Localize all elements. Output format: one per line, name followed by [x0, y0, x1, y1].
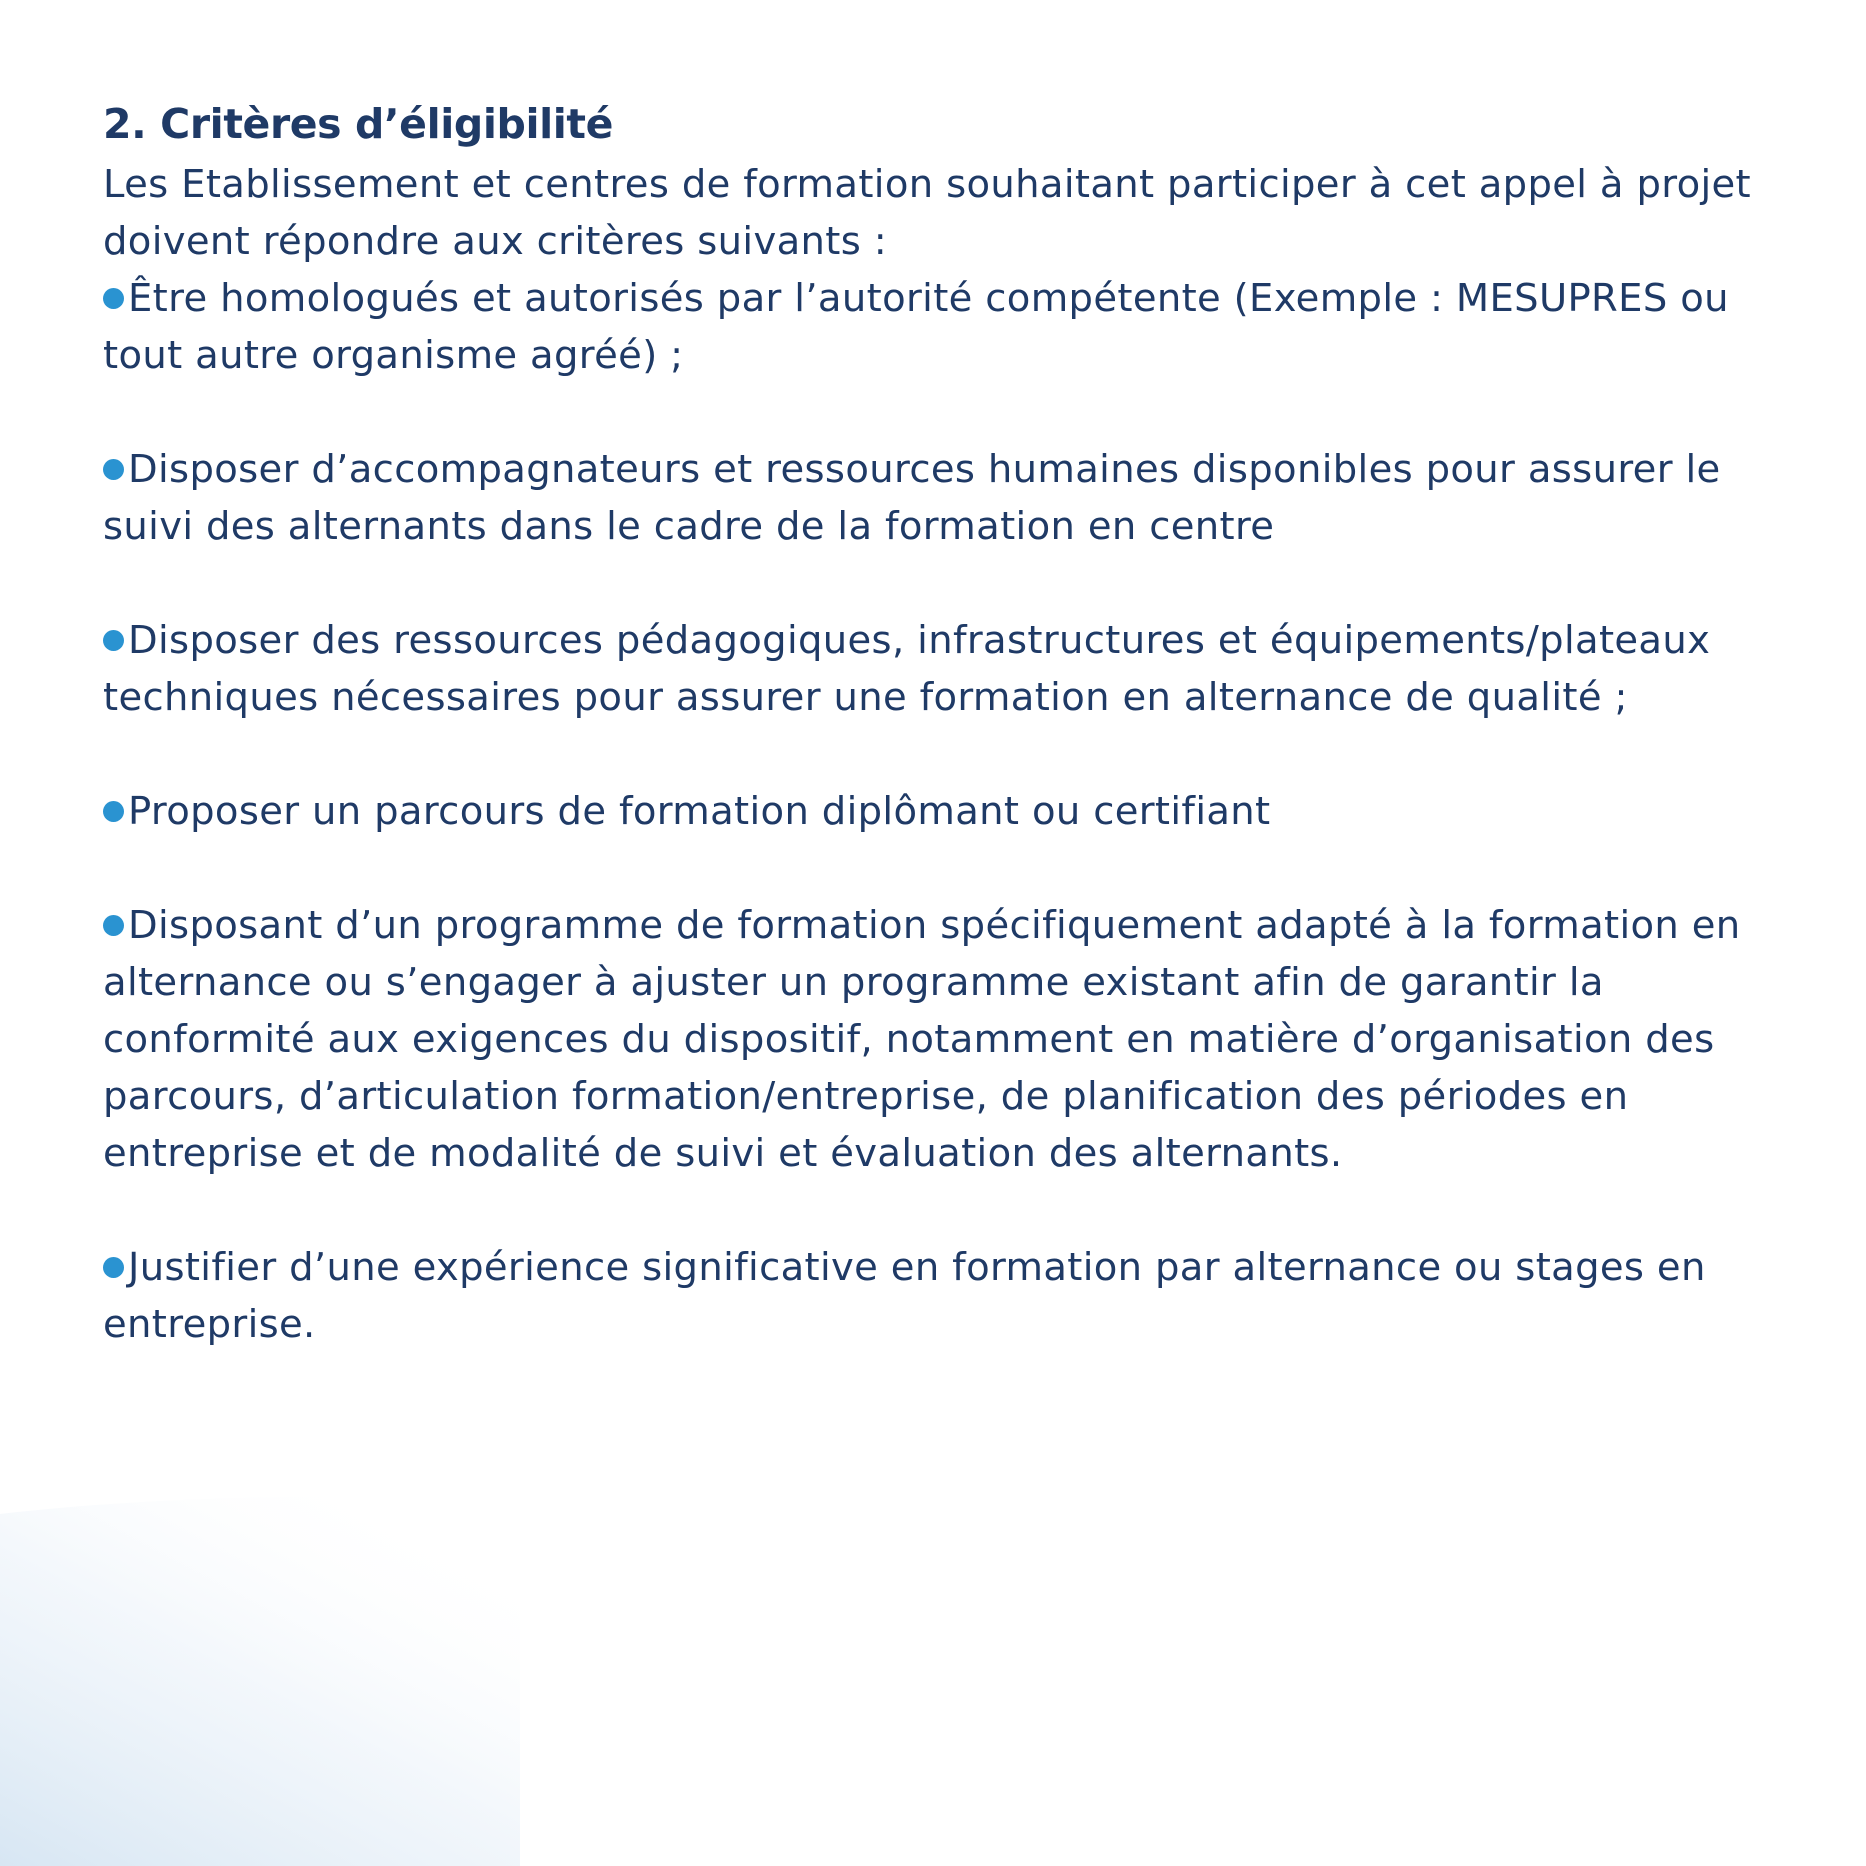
criteria-text: Être homologués et autorisés par l’autorité compétente (Exemple : MESUPRES ou tout autre organisme agréé) ; [103, 276, 1729, 378]
criteria-text: Disposer des ressources pédagogiques, infrastructures et équipements/plateaux techniques nécessaires pour assurer une formation en alternance de qualité ; [103, 618, 1711, 720]
criteria-item [103, 270, 1783, 384]
criteria-item [103, 612, 1783, 726]
criteria-text: Disposant d’un programme de formation spécifiquement adapté à la formation en alternance ou s’engager à ajuster un programme existant afin de garantir la conformité aux exigences du dispositif, notamment en matière d’organisation des parcours, d’articulation formation/entreprise, de planification des périodes en entreprise et de modalité de suivi et évaluation des alternants. [103, 903, 1741, 1176]
criteria-item [103, 897, 1783, 1182]
criteria-text: Proposer un parcours de formation diplômant ou certifiant [128, 789, 1271, 834]
section-heading: 2. Critères d’éligibilité [103, 100, 614, 148]
criteria-item [103, 1239, 1783, 1353]
bullet-icon [103, 459, 124, 480]
criteria-text: Justifier d’une expérience significative en formation par alternance ou stages en entreprise. [103, 1245, 1706, 1347]
bullet-icon [103, 1257, 124, 1278]
bullet-icon [103, 915, 124, 936]
criteria-item [103, 441, 1783, 555]
eligibility-section [103, 92, 1783, 1353]
bullet-icon [103, 801, 124, 822]
intro-paragraph: Les Etablissement et centres de formation souhaitant participer à cet appel à projet doivent répondre aux critères suivants : [103, 162, 1751, 264]
background-swoosh [0, 1490, 1866, 1866]
criteria-item [103, 783, 1783, 840]
bullet-icon [103, 288, 124, 309]
criteria-text: Disposer d’accompagnateurs et ressources humaines disponibles pour assurer le suivi des alternants dans le cadre de la formation en centre [103, 447, 1721, 549]
bullet-icon [103, 630, 124, 651]
